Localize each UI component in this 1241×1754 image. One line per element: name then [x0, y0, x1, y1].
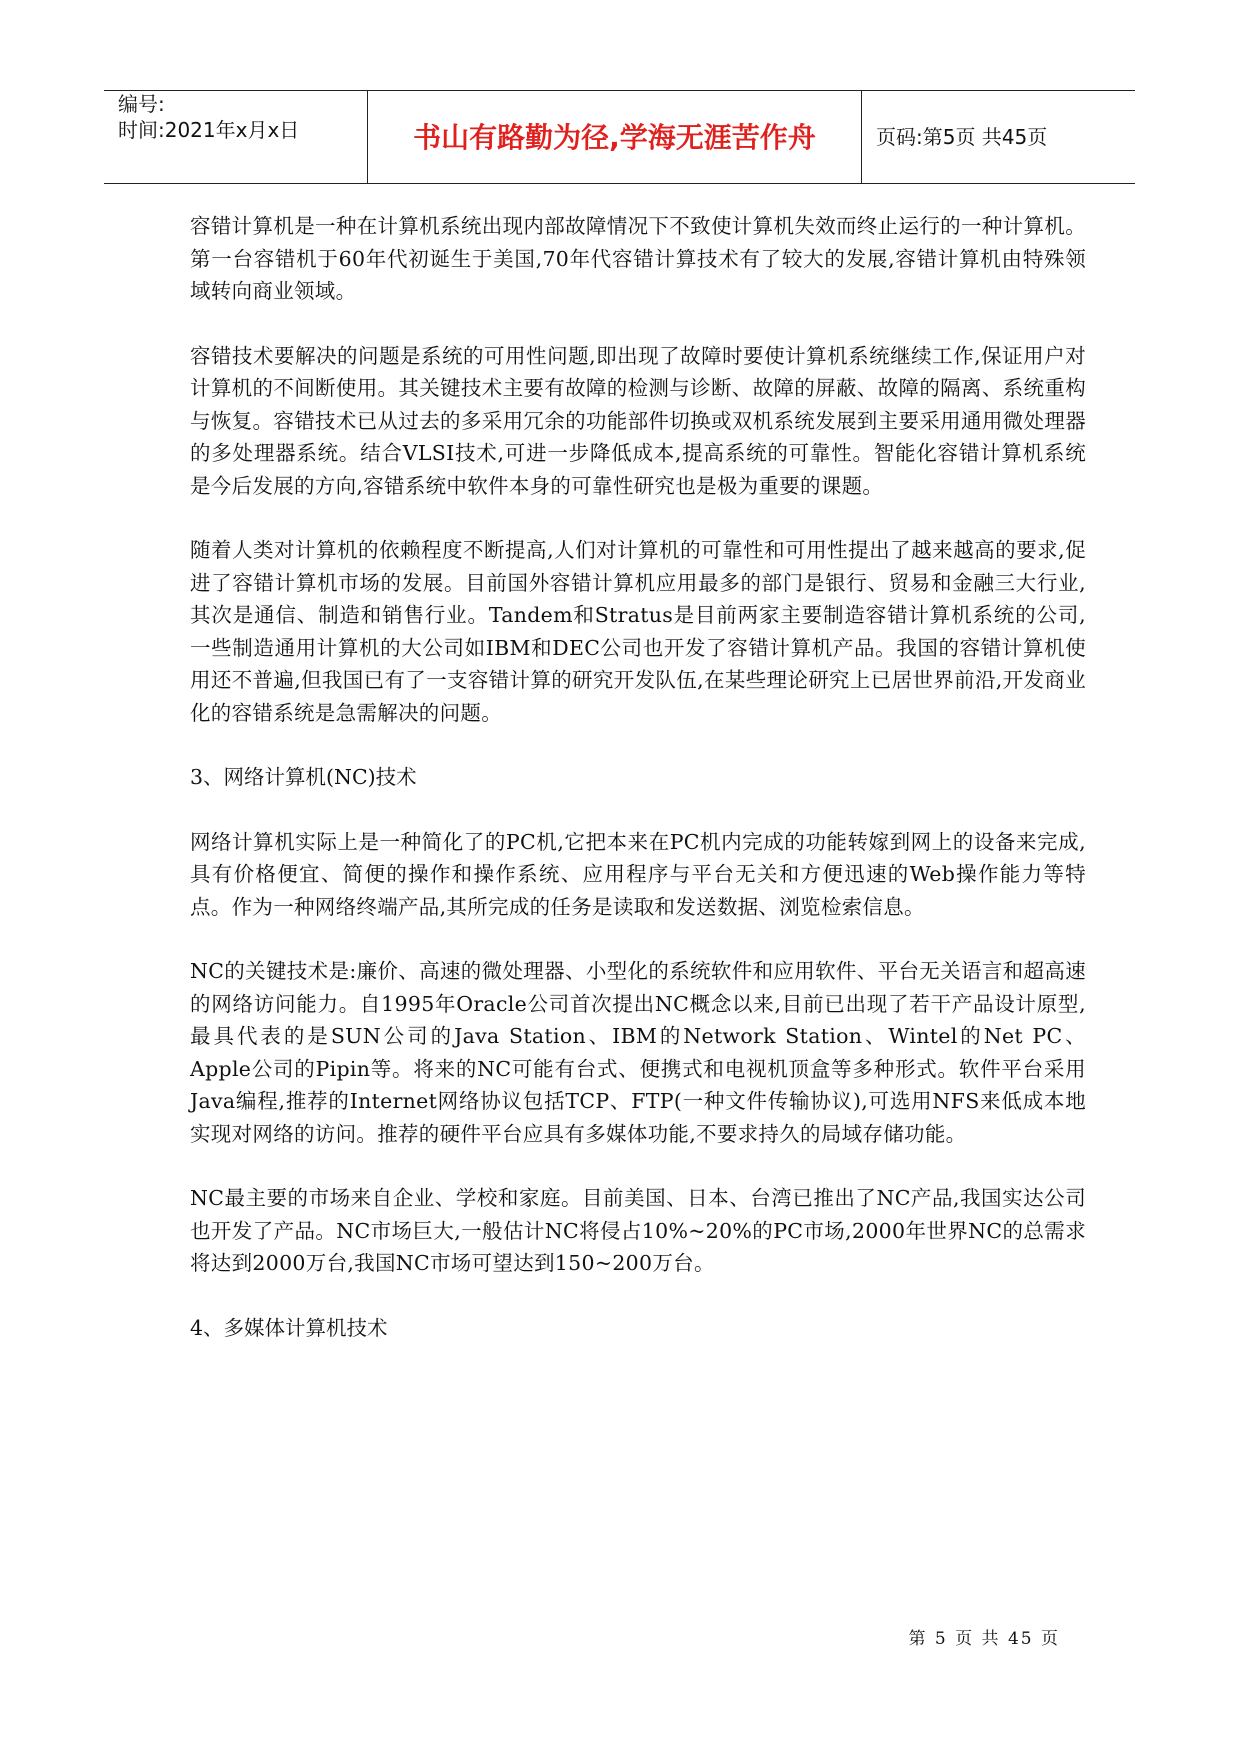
header-motto-cell — [368, 91, 862, 183]
page-footer-number: 第 5 页 共 45 页 — [908, 1629, 1060, 1649]
body-paragraph: NC最主要的市场来自企业、学校和家庭。目前美国、日本、台湾已推出了NC产品,我国实达公司也开发了产品。NC市场巨大,一般估计NC将侵占10%~20%的PC市场,2000年世界NC的总需求将达到2000万台,我国NC市场可望达到150~200万台。 — [190, 1186, 1086, 1275]
body-paragraph: NC的关键技术是:廉价、高速的微处理器、小型化的系统软件和应用软件、平台无关语言和超高速的网络访问能力。自1995年Oracle公司首次提出NC概念以来,目前已出现了若干产品设计原型,最具代表的是SUN公司的Java Station、IBM的Network Station、Wintel的Net PC、Apple公司的Pipin等。将来的NC可能有台式、便携式和电视机顶盒等多种形式。软件平台采用Java编程,推荐的Internet网络协议包括TCP、FTP(一种文件传输协议),可选用NFS来低成本地实现对网络的访问。推荐的硬件平台应具有多媒体功能,不要求持久的局域存储功能。 — [190, 959, 1086, 1146]
body-paragraph: 容错计算机是一种在计算机系统出现内部故障情况下不致使计算机失效而终止运行的一种计算机。第一台容错机于60年代初诞生于美国,70年代容错计算技术有了较大的发展,容错计算机由特殊领域转向商业领域。 — [190, 214, 1086, 303]
header-page-number: 页码:第5页 共45页 — [876, 125, 1048, 149]
document-body — [190, 210, 1086, 1376]
document-number-label: 编号: — [118, 92, 165, 116]
body-paragraph: 随着人类对计算机的依赖程度不断提高,人们对计算机的可靠性和可用性提出了越来越高的要求,促进了容错计算机市场的发展。目前国外容错计算机应用最多的部门是银行、贸易和金融三大行业,其次是通信、制造和销售行业。Tandem和Stratus是目前两家主要制造容错计算机系统的公司,一些制造通用计算机的大公司如IBM和DEC公司也开发了容错计算机产品。我国的容错计算机使用还不普遍,但我国已有了一支容错计算的研究开发队伍,在某些理论研究上已居世界前沿,开发商业化的容错系统是急需解决的问题。 — [190, 538, 1086, 725]
document-time-label: 时间:2021年x月x日 — [118, 118, 300, 142]
page-header — [104, 90, 1135, 184]
header-info-cell — [104, 91, 368, 183]
section-heading-nc: 3、网络计算机(NC)技术 — [190, 765, 417, 789]
body-paragraph: 网络计算机实际上是一种简化了的PC机,它把本来在PC机内完成的功能转嫁到网上的设备来完成,具有价格便宜、简便的操作和操作系统、应用程序与平台无关和方便迅速的Web操作能力等特点。作为一种网络终端产品,其所完成的任务是读取和发送数据、浏览检索信息。 — [190, 829, 1086, 919]
header-motto: 书山有路勤为径,学海无涯苦作舟 — [413, 121, 816, 154]
section-heading-multimedia: 4、多媒体计算机技术 — [190, 1315, 388, 1340]
header-page-cell — [862, 91, 1135, 183]
body-paragraph: 容错技术要解决的问题是系统的可用性问题,即出现了故障时要使计算机系统继续工作,保证用户对计算机的不间断使用。其关键技术主要有故障的检测与诊断、故障的屏蔽、故障的隔离、系统重构与恢复。容错技术已从过去的多采用冗余的功能部件切换或双机系统发展到主要采用通用微处理器的多处理器系统。结合VLSI技术,可进一步降低成本,提高系统的可靠性。智能化容错计算机系统是今后发展的方向,容错系统中软件本身的可靠性研究也是极为重要的课题。 — [190, 343, 1086, 498]
